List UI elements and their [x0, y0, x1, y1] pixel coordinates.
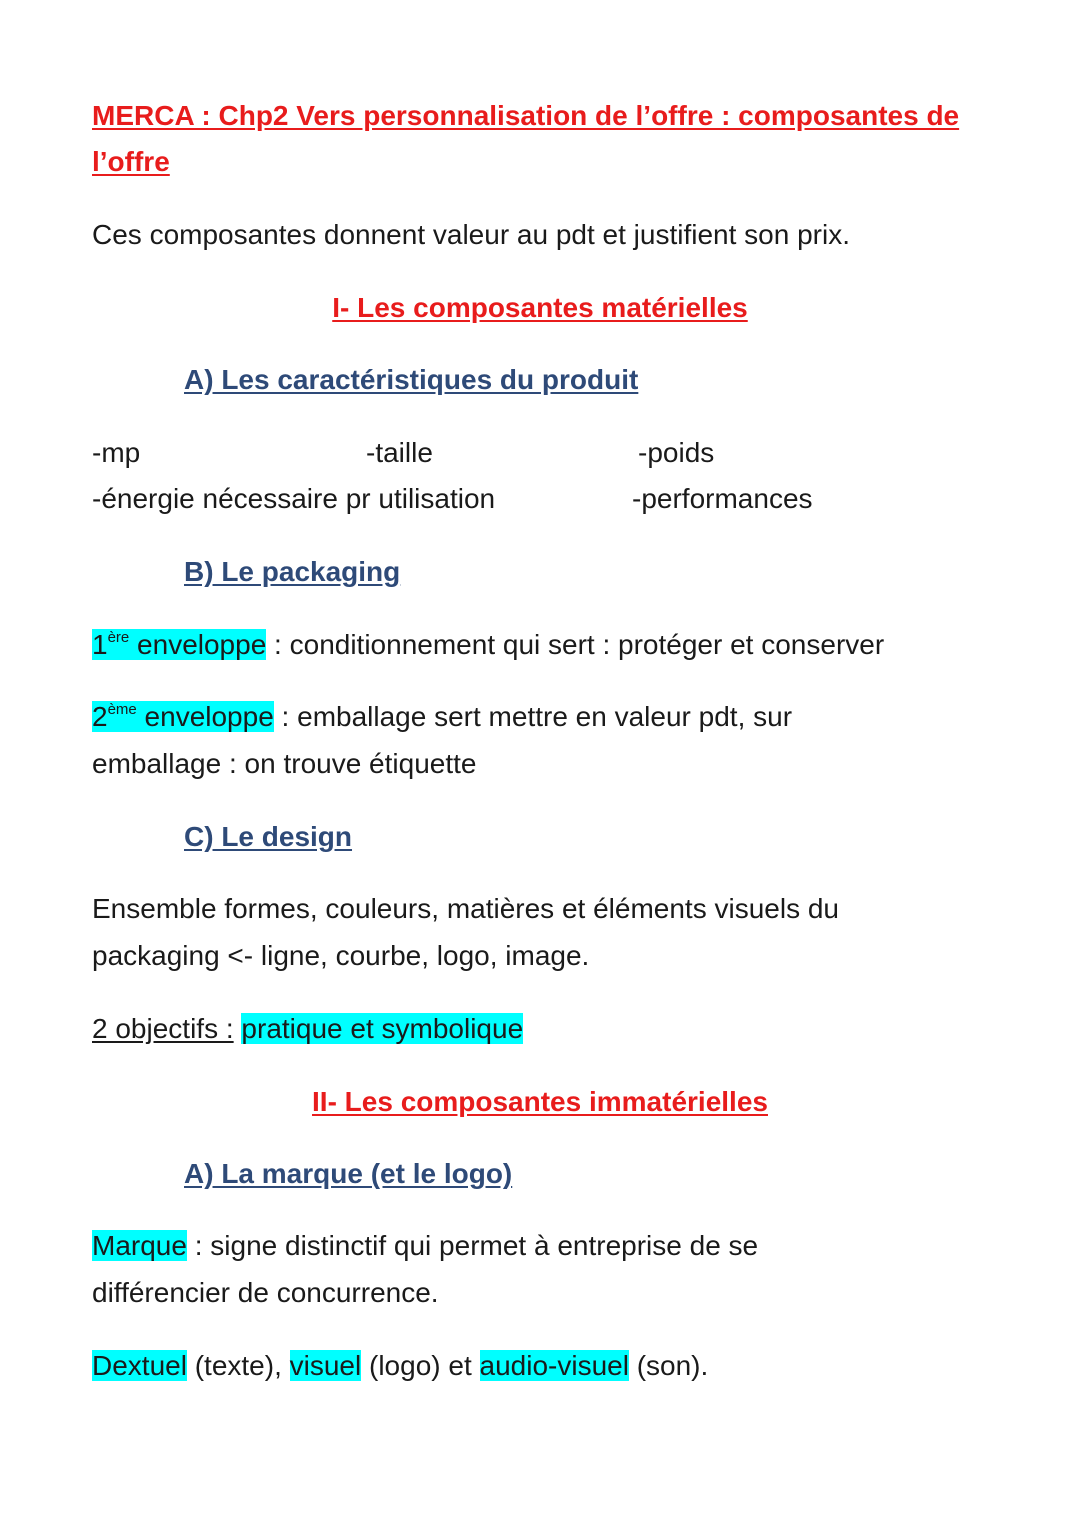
list-item-mp: -mp	[92, 437, 141, 468]
marque-types: Dextuel (texte), visuel (logo) et audio-visuel (son).	[92, 1350, 709, 1381]
intro-paragraph: Ces composantes donnent valeur au pdt et justifient son prix.	[92, 219, 850, 250]
list-item-taille: -taille	[366, 437, 433, 468]
list-item-poids: -poids	[638, 437, 715, 468]
list-item-energie: -énergie nécessaire pr utilisation	[92, 483, 496, 514]
design-paragraph-line-1: Ensemble formes, couleurs, matières et éléments visuels du	[92, 893, 839, 924]
packaging-second-envelope: 2ème enveloppe : emballage sert mettre en valeur pdt, sur	[92, 701, 793, 732]
highlight-visuel: visuel	[289, 1350, 362, 1381]
highlight-marque: Marque	[92, 1230, 187, 1261]
list-item-performances: -performances	[632, 483, 813, 514]
marque-definition: Marque : signe distinctif qui permet à entreprise de se	[92, 1230, 759, 1261]
subsection-heading-marque: A) La marque (et le logo)	[184, 1158, 513, 1189]
section-heading-materielles: I- Les composantes matérielles	[332, 292, 748, 323]
objectives-label: 2 objectifs :	[92, 1013, 234, 1044]
subsection-heading-design: C) Le design	[184, 821, 353, 852]
page-title-line-2: l’offre	[92, 146, 170, 177]
subsection-heading-packaging: B) Le packaging	[184, 556, 401, 587]
packaging-second-envelope-line-2: emballage : on trouve étiquette	[92, 748, 477, 779]
design-paragraph-line-2: packaging <- ligne, courbe, logo, image.	[92, 940, 590, 971]
marque-definition-line-2: différencier de concurrence.	[92, 1277, 439, 1308]
design-objectives	[92, 1005, 523, 1052]
subsection-heading-caracteristiques: A) Les caractéristiques du produit	[184, 364, 639, 395]
highlight-second-envelope: 2ème enveloppe	[92, 701, 274, 732]
highlight-audio-visuel: audio-visuel	[479, 1350, 629, 1381]
page-title-line-1: MERCA : Chp2 Vers personnalisation de l’offre : composantes de	[92, 100, 960, 131]
objectives-value: pratique et symbolique	[241, 1013, 524, 1044]
section-heading-immaterielles: II- Les composantes immatérielles	[312, 1086, 768, 1117]
packaging-first-envelope: 1ère enveloppe : conditionnement qui sert : protéger et conserver	[92, 629, 885, 660]
highlight-first-envelope: 1ère enveloppe	[92, 629, 267, 660]
highlight-dextuel: Dextuel	[92, 1350, 187, 1381]
